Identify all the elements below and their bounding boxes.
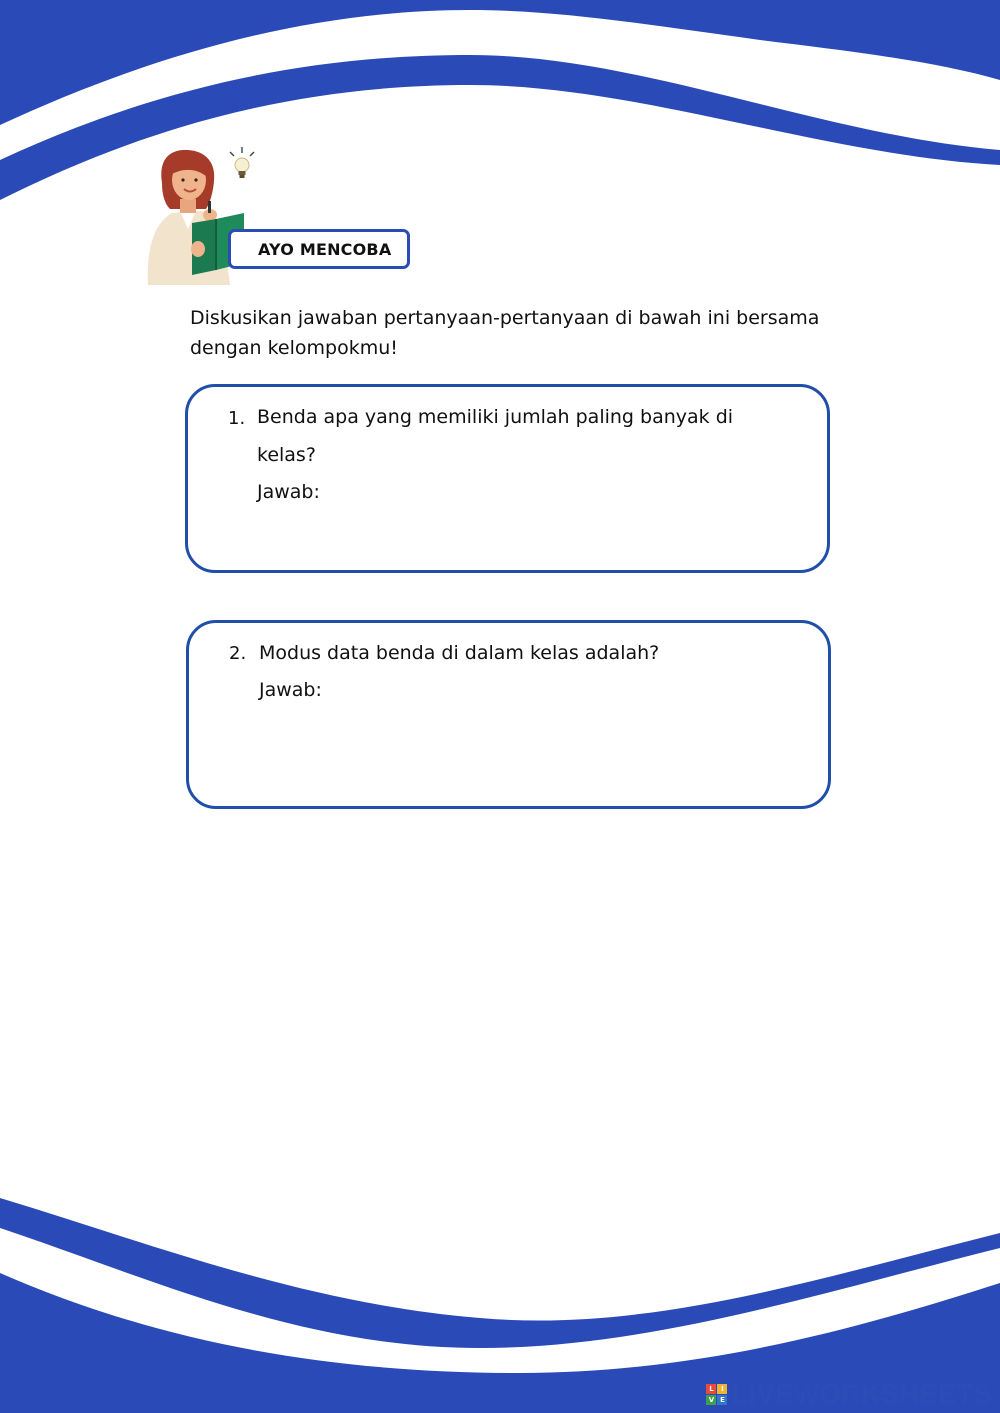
question-text-line-1: Modus data benda di dalam kelas adalah? — [259, 642, 660, 664]
instructions-line-1: Diskusikan jawaban pertanyaan-pertanyaan di bawah ini bersama — [190, 307, 820, 329]
answer-label: Jawab: — [259, 679, 322, 701]
question-text-line-2: kelas? — [257, 444, 316, 466]
question-box-2[interactable] — [186, 620, 831, 809]
liveworksheets-brand[interactable] — [706, 1379, 992, 1410]
logo-letter: V — [706, 1395, 716, 1405]
brand-name: LIVEWORKSHEETS — [731, 1379, 992, 1409]
section-title-box — [228, 229, 410, 269]
question-box-1[interactable] — [185, 384, 830, 573]
lightbulb-icon — [225, 145, 259, 189]
liveworksheets-logo-icon — [706, 1384, 727, 1405]
logo-letter: I — [717, 1384, 727, 1394]
logo-letter: E — [717, 1395, 727, 1405]
question-text-line-1: Benda apa yang memiliki jumlah paling banyak di — [257, 406, 734, 428]
question-number: 1. — [228, 408, 246, 429]
question-text — [259, 634, 779, 672]
question-number: 2. — [229, 643, 247, 664]
logo-letter: L — [706, 1384, 716, 1394]
question-text — [257, 398, 787, 474]
instructions-text — [190, 303, 890, 363]
instructions-line-2: dengan kelompokmu! — [190, 337, 398, 359]
answer-label: Jawab: — [257, 481, 320, 503]
section-title: AYO MENCOBA — [258, 239, 392, 259]
